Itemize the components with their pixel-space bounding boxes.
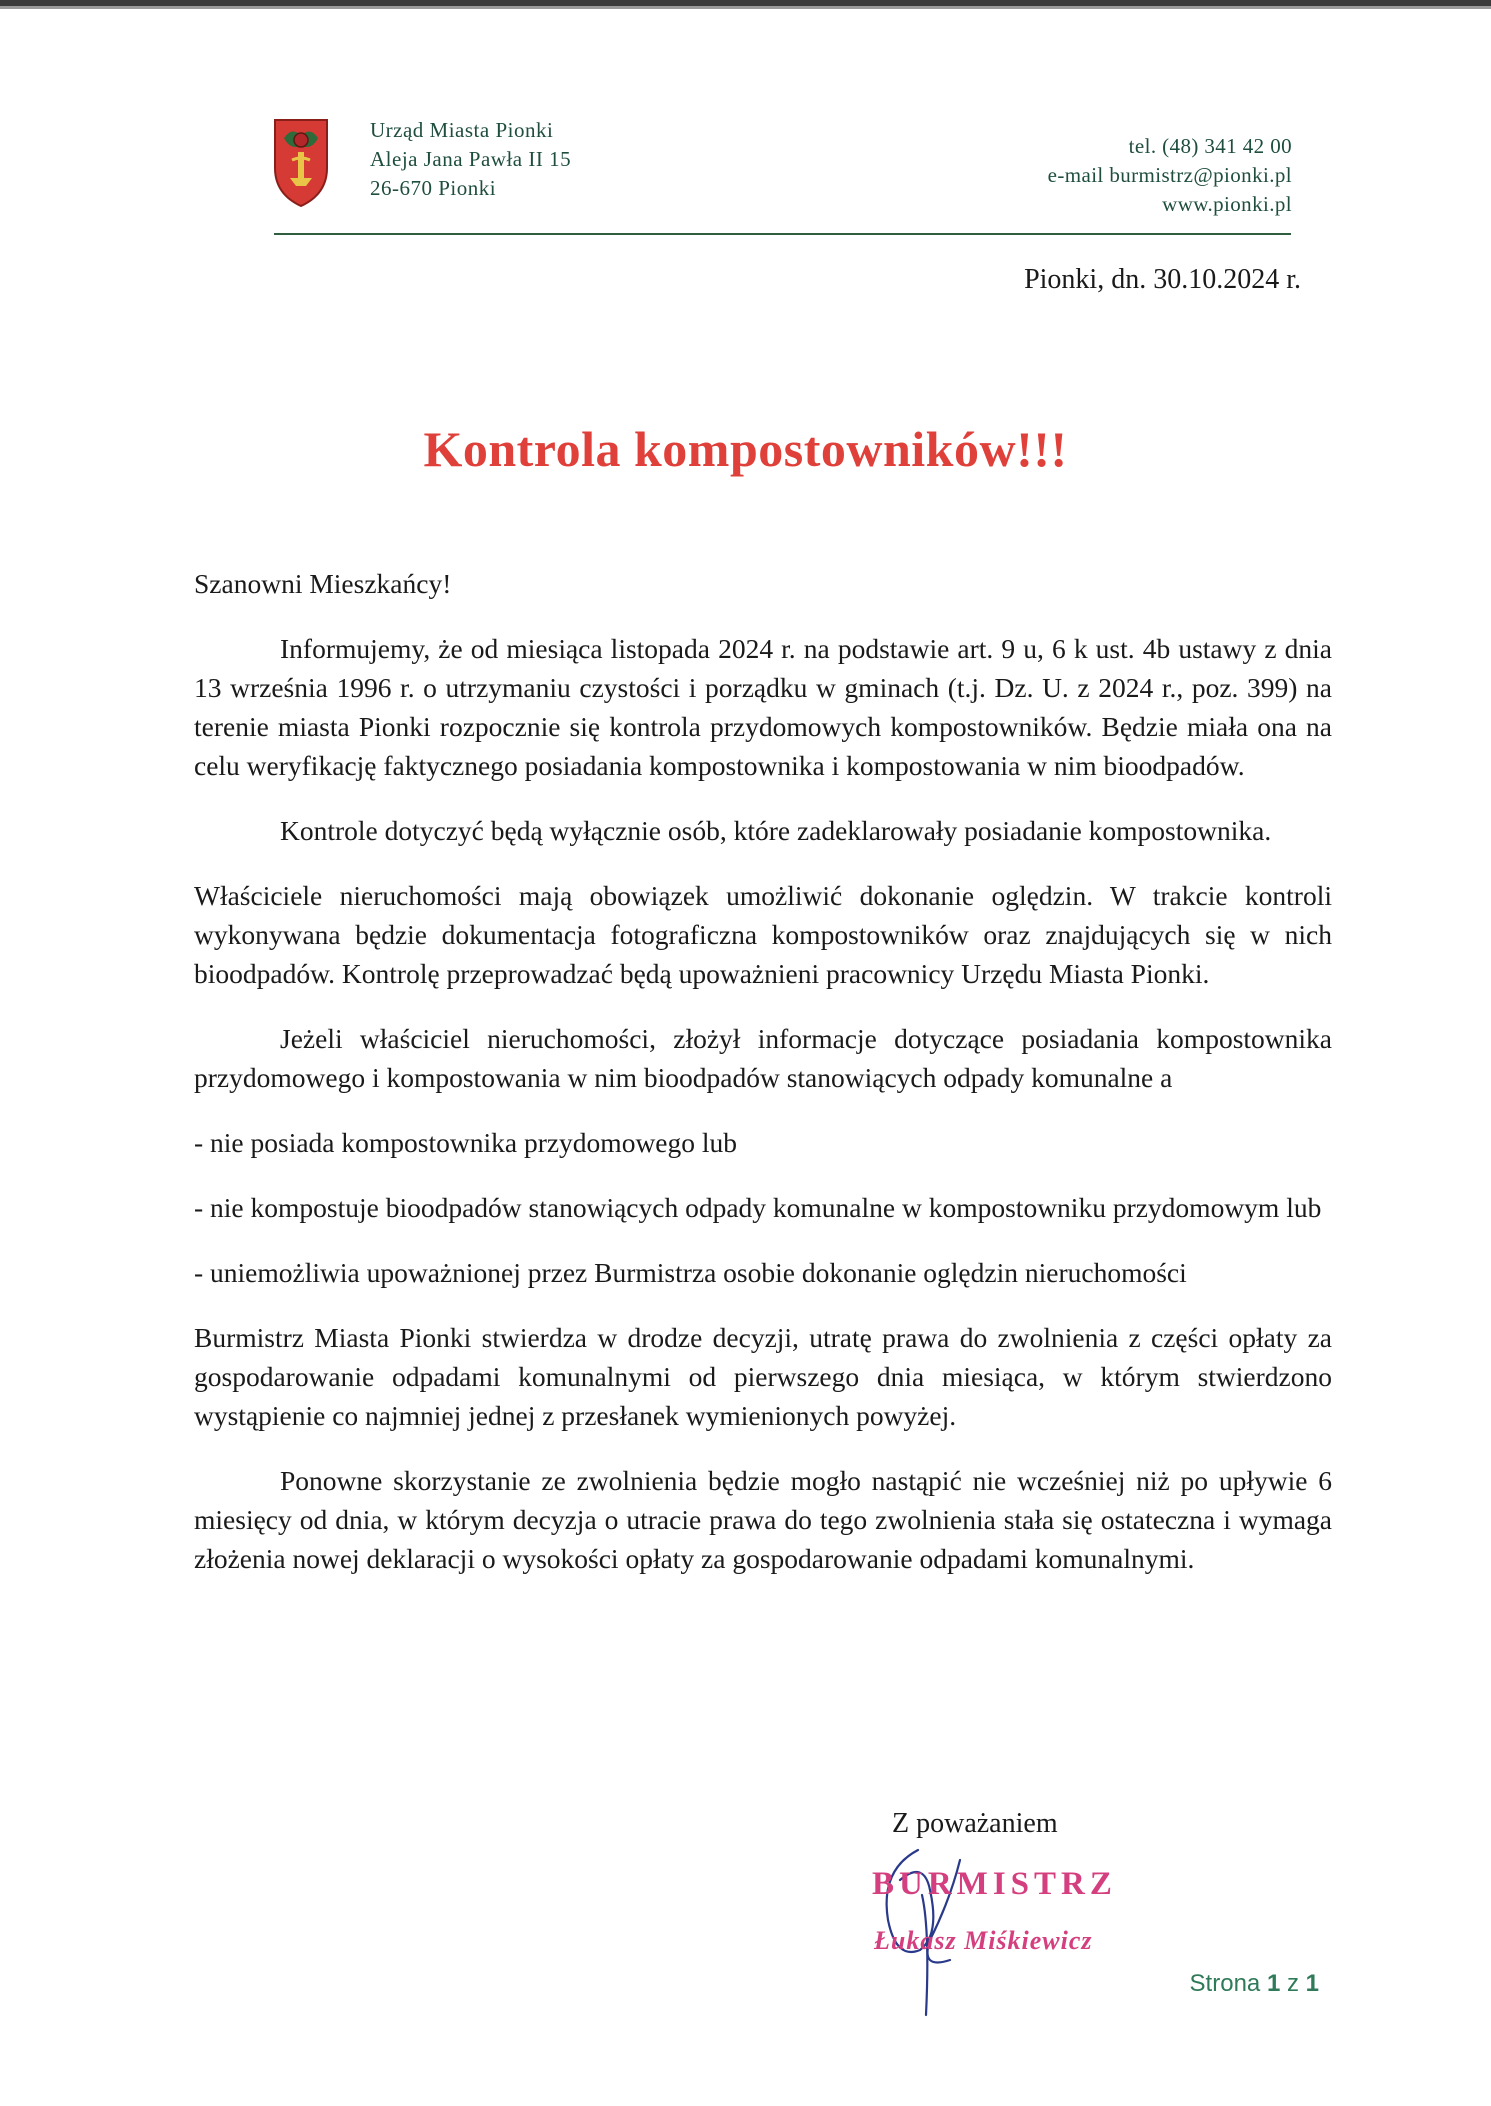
letterhead-divider bbox=[274, 233, 1291, 235]
list-item: - nie kompostuje bioodpadów stanowiących odpady komunalne w kompostowniku przydomowym lub bbox=[194, 1192, 1322, 1223]
page-number-separator: z bbox=[1286, 1970, 1299, 1997]
paragraph-renewal: Ponowne skorzystanie ze zwolnienia będzie mogło nastąpić nie wcześniej niż po upływie 6 miesięcy od dnia, w którym decyzja o utracie prawa do tego zwolnienia stała się ostateczna i wymaga złożenia nowej deklaracji o wysokości opłaty za gospodarowanie odpadami komunalnymi. bbox=[194, 1465, 1332, 1574]
letterhead bbox=[272, 112, 1292, 252]
letter-body bbox=[194, 564, 1332, 1578]
office-contact bbox=[1048, 132, 1292, 219]
stamp-name: Łukasz Miśkiewicz bbox=[874, 1926, 1093, 1955]
page-number-current: 1 bbox=[1266, 1970, 1281, 1997]
paragraph-scope: Kontrole dotyczyć będą wyłącznie osób, które zadeklarowały posiadanie kompostownika. bbox=[280, 815, 1272, 846]
document-title: Kontrola kompostowników!!! bbox=[423, 421, 1068, 477]
office-phone: tel. (48) 341 42 00 bbox=[1128, 134, 1292, 158]
closing-phrase: Z poważaniem bbox=[892, 1808, 1058, 1839]
page-number bbox=[1190, 1970, 1319, 1998]
date-line: Pionki, dn. 30.10.2024 r. bbox=[1024, 264, 1301, 295]
list-item: - nie posiada kompostownika przydomowego lub bbox=[194, 1127, 738, 1158]
salutation: Szanowni Mieszkańcy! bbox=[194, 568, 452, 599]
office-postal-city: 26-670 Pionki bbox=[370, 176, 497, 200]
list-item: - uniemożliwia upoważnionej przez Burmistrza osobie dokonanie oględzin nieruchomości bbox=[194, 1257, 1187, 1288]
office-address bbox=[370, 116, 571, 203]
paragraph-owners-duty: Właściciele nieruchomości mają obowiązek umożliwić dokonanie oględzin. W trakcie kontroli wykonywana będzie dokumentacja fotograficzna kompostowników oraz znajdujących się w nich bioodpadów. Kontrolę przeprowadzać będą upoważnieni pracownicy Urzędu Miasta Pionki. bbox=[194, 880, 1332, 989]
paragraph-condition: Jeżeli właściciel nieruchomości, złożył informacje dotyczące posiadania kompostownika przydomowego i kompostowania w nim bioodpadów stanowiących odpady komunalne a bbox=[194, 1023, 1332, 1093]
office-email: e-mail burmistrz@pionki.pl bbox=[1047, 163, 1292, 187]
office-street: Aleja Jana Pawła II 15 bbox=[370, 147, 572, 171]
paragraph-decision: Burmistrz Miasta Pionki stwierdza w drodze decyzji, utratę prawa do zwolnienia z części opłaty za gospodarowanie odpadami komunalnymi od pierwszego dnia miesiąca, w którym stwierdzono wystąpienie co najmniej jednej z przesłanek wymienionych powyżej. bbox=[194, 1322, 1332, 1431]
office-name: Urząd Miasta Pionki bbox=[370, 118, 554, 142]
coat-of-arms-icon bbox=[272, 116, 330, 208]
page-number-total: 1 bbox=[1305, 1970, 1319, 1997]
paragraph-intro: Informujemy, że od miesiąca listopada 2024 r. na podstawie art. 9 u, 6 k ust. 4b ustawy z dnia 13 września 1996 r. o utrzymaniu czystości i porządku w gminach (t.j. Dz. U. z 2024 r., poz. 399) na terenie miasta Pionki rozpocznie się kontrola przydomowych kompostowników. Będzie miała ona na celu weryfikację faktycznego posiadania kompostownika i kompostowania w nim bioodpadów. bbox=[194, 633, 1332, 781]
office-website: www.pionki.pl bbox=[1162, 192, 1292, 216]
stamp-title: BURMISTRZ bbox=[872, 1866, 1117, 1902]
page-number-label: Strona bbox=[1189, 1970, 1261, 1997]
scan-edge-shadow bbox=[0, 6, 1491, 9]
